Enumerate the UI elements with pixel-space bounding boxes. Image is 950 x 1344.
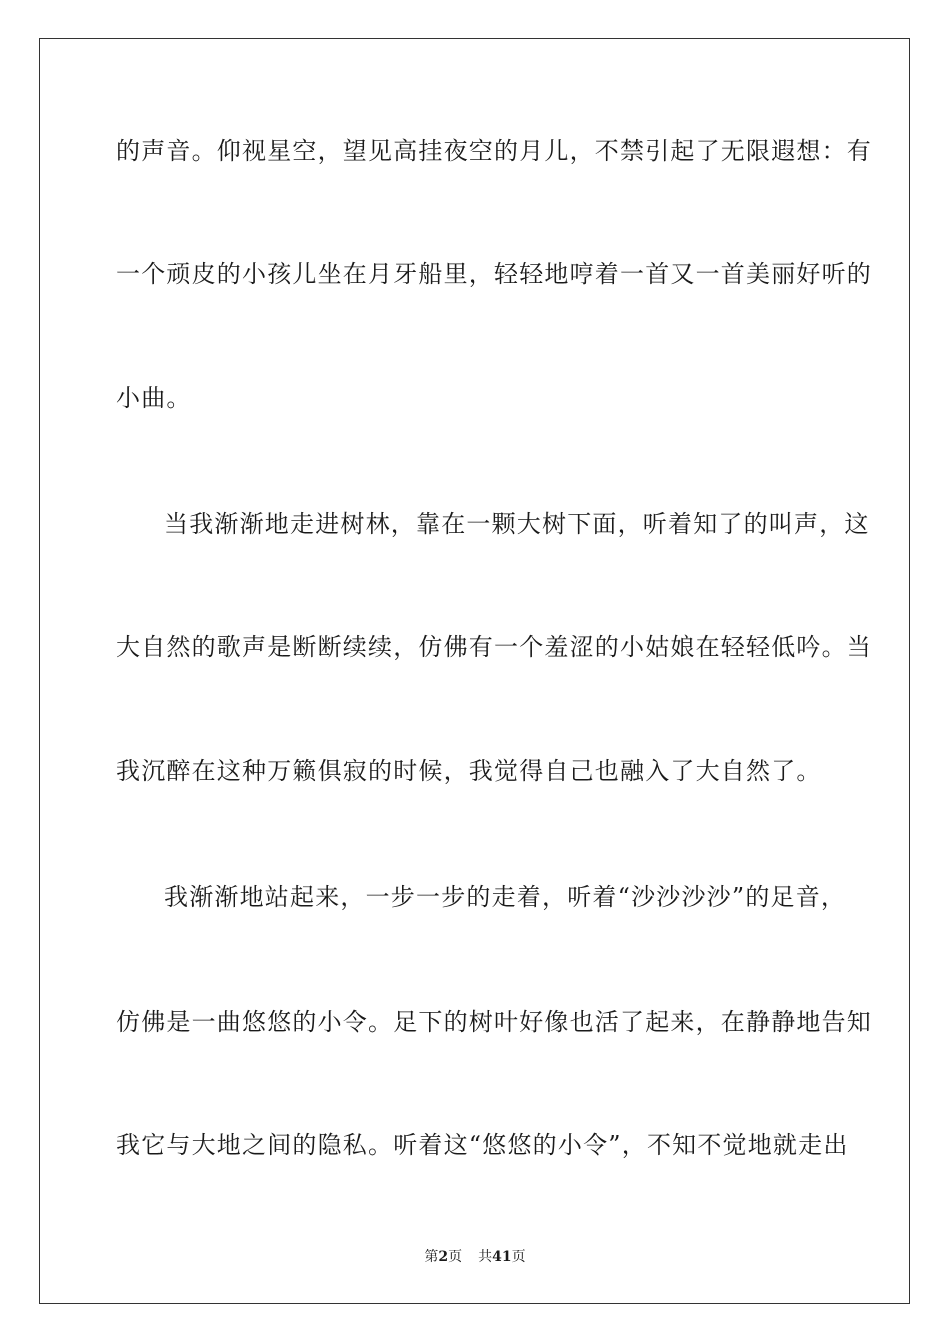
page-footer [0, 1248, 950, 1266]
page-prefix: 第 [424, 1249, 439, 1265]
paragraph-first-line: 当我渐渐地走进树林，靠在一颗大树下面，听着知了的叫声，这 [164, 510, 870, 538]
page-border [39, 38, 910, 1304]
text-line: 我沉醉在这种万籁俱寂的时候，我觉得自己也融入了大自然了。 [116, 757, 822, 785]
text-line: 仿佛是一曲悠悠的小令。足下的树叶好像也活了起来，在静静地告知 [116, 1008, 872, 1036]
total-suffix: 页 [511, 1249, 526, 1265]
text-line: 一个顽皮的小孩儿坐在月牙船里，轻轻地哼着一首又一首美丽好听的 [116, 260, 872, 288]
text-line: 小曲。 [116, 384, 192, 412]
paragraph-first-line: 我渐渐地站起来，一步一步的走着，听着“沙沙沙沙”的足音， [164, 883, 847, 911]
total-pages: 41 [492, 1249, 512, 1265]
total-prefix: 共 [478, 1249, 493, 1265]
page-number: 2 [438, 1249, 449, 1265]
text-line: 大自然的歌声是断断续续，仿佛有一个羞涩的小姑娘在轻轻低吟。当 [116, 633, 872, 661]
text-line: 我它与大地之间的隐私。听着这“悠悠的小令”，不知不觉地就走出 [116, 1131, 849, 1159]
text-line: 的声音。仰视星空，望见高挂夜空的月儿，不禁引起了无限遐想：有 [116, 137, 872, 165]
page-suffix: 页 [448, 1249, 463, 1265]
